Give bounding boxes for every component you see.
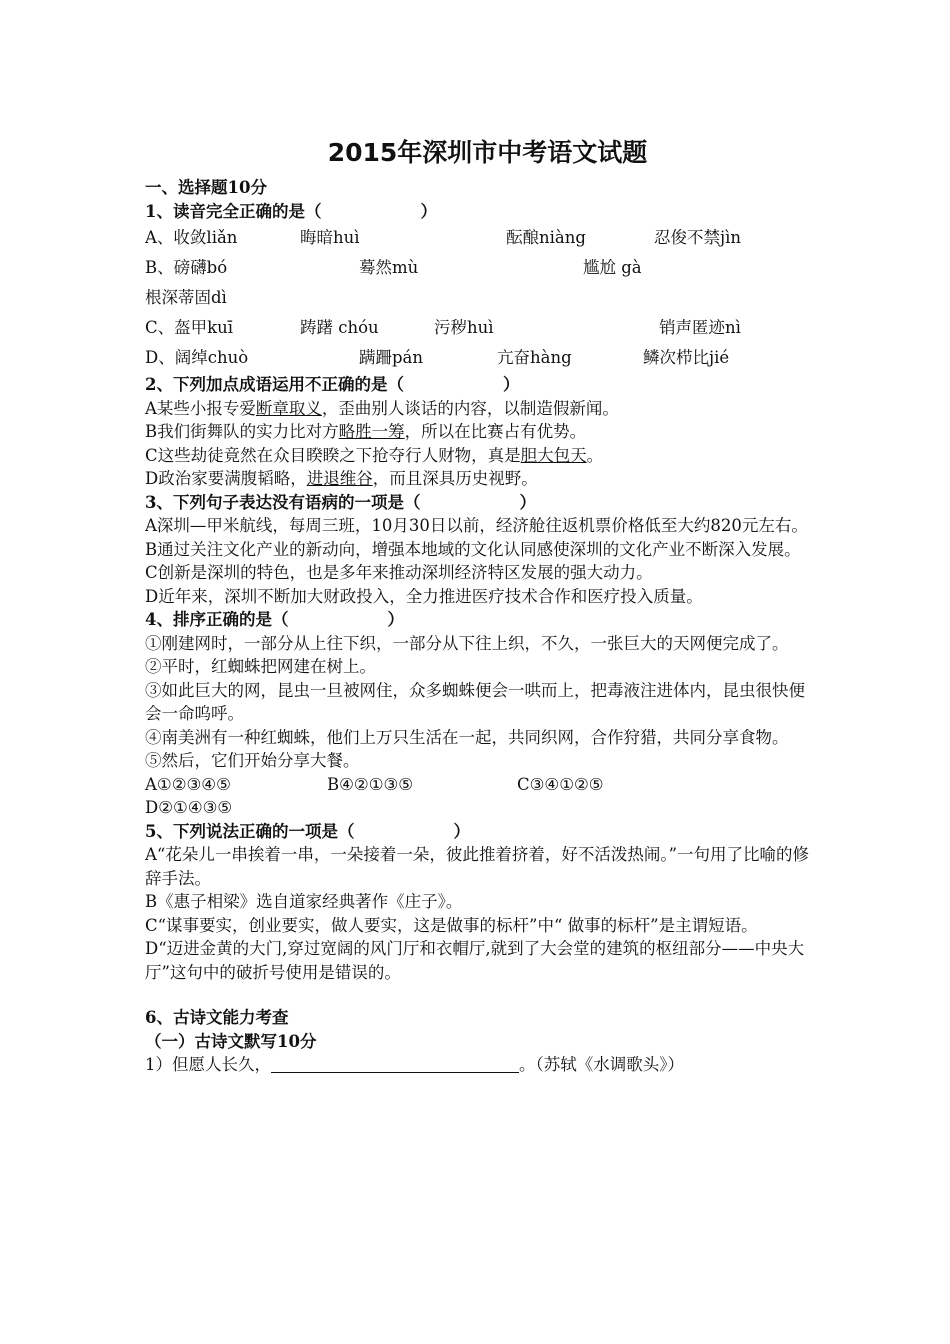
q1-option-row-a [145, 223, 810, 253]
q4-option-b: B④②①③⑤ [327, 774, 414, 794]
q1-option-row-b-cont [145, 283, 810, 313]
q1-b-word-4: 根深蒂固dì [145, 288, 227, 307]
q3-option-c: C创新是深圳的特色，也是多年来推动深圳经济特区发展的强大动力。 [145, 563, 653, 582]
q5-option-d: D“迈进金黄的大门,穿过宽阔的风门厅和衣帽厅,就到了大会堂的建筑的枢纽部分——中央大厅”这句中的破折号使用是错误的。 [145, 939, 805, 982]
q4-option-c: C③④①②⑤ [517, 774, 604, 794]
document-page [145, 132, 810, 1077]
q1-b-word-3: 尴尬 gà [583, 258, 642, 277]
q4-sentence-3: ③如此巨大的网，昆虫一旦被网住，众多蜘蛛便会一哄而上，把毒液注进体内，昆虫很快便会一命呜呼。 [145, 680, 805, 723]
question-4-stem: 4、排序正确的是（ ） [145, 610, 404, 629]
q1-d-word-1: D、阔绰chuò [145, 348, 249, 367]
q3-option-a: A深圳—甲米航线，每周三班，10月30日以前，经济舱往返机票价格低至大约820元左右。 [145, 516, 808, 535]
q5-option-b: B《惠子相梁》选自道家经典著作《庄子》。 [145, 892, 463, 911]
q4-options-row [145, 773, 810, 797]
page-title: 2015年深圳市中考语文试题 [327, 138, 648, 167]
q4-sentence-2: ②平时，红蜘蛛把网建在树上。 [145, 657, 376, 676]
q1-a-word-4: 忍俊不禁jìn [654, 228, 742, 247]
q4-sentence-4: ④南美洲有一种红蜘蛛，他们上万只生活在一起，共同织网，合作狩猎，共同分享食物。 [145, 727, 789, 747]
q2-option-b: B我们街舞队的实力比对方略胜一筹，所以在比赛占有优势。 [145, 422, 587, 441]
q4-sentence-1: ①刚建网时，一部分从上往下织，一部分从下往上织，不久，一张巨大的天网便完成了。 [145, 633, 789, 653]
q3-option-b: B通过关注文化产业的新动向，增强本地域的文化认同感使深圳的文化产业不断深入发展。 [145, 539, 801, 559]
q5-option-a: A“花朵儿一串挨着一串，一朵接着一朵，彼此推着挤着，好不活泼热闹。”一句用了比喻的修辞手法。 [145, 845, 810, 888]
q1-b-word-1: B、磅礴bó [145, 258, 228, 277]
q2-option-d: D政治家要满腹韬略，进退维谷，而且深具历史视野。 [145, 469, 538, 488]
q4-option-d: D②①④③⑤ [145, 798, 233, 817]
section-heading: 一、选择题10分 [145, 178, 267, 197]
q1-option-row-c [145, 313, 810, 343]
q1-c-word-2: 踌躇 chóu [300, 318, 379, 337]
question-6-subheading: （一）古诗文默写10分 [145, 1031, 317, 1051]
question-2-stem: 2、下列加点成语运用不正确的是（ ） [145, 375, 520, 394]
q1-a-word-3: 酝酿niàng [506, 228, 586, 247]
q1-d-word-3: 亢奋hàng [497, 348, 572, 367]
q1-c-word-3: 污秽huì [434, 318, 494, 337]
q1-a-word-1: A、收敛liǎn [145, 228, 238, 247]
q1-a-word-2: 晦暗huì [300, 228, 360, 247]
question-1-stem: 1、读音完全正确的是（ ） [145, 201, 437, 221]
question-6-heading: 6、古诗文能力考查 [145, 1008, 289, 1027]
q3-option-d: D近年来，深圳不断加大财政投入，全力推进医疗技术合作和医疗投入质量。 [145, 586, 703, 606]
q2-option-c: C这些劫徒竟然在众目睽睽之下抢夺行人财物，真是胆大包天。 [145, 445, 604, 465]
q6-item-1: 1）但愿人长久， 。（苏轼《水调歌头》） [145, 1055, 684, 1074]
q2-b-idiom: 略胜一筹 [338, 422, 405, 441]
q4-sentence-5: ⑤然后，它们开始分享大餐。 [145, 751, 360, 770]
q1-d-word-4: 鳞次栉比jié [643, 348, 730, 367]
q1-b-word-2: 蓦然mù [359, 258, 419, 277]
q2-a-idiom: 断章取义 [255, 398, 322, 418]
q2-option-a: A某些小报专爱断章取义，歪曲别人谈话的内容，以制造假新闻。 [145, 398, 619, 418]
q5-option-c: C“谋事要实，创业要实，做人要实，这是做事的标杆”中“ 做事的标杆”是主谓短语。 [145, 915, 758, 935]
q4-option-a: A①②③④⑤ [145, 774, 231, 794]
question-3-stem: 3、下列句子表达没有语病的一项是（ ） [145, 492, 536, 512]
q1-c-word-4: 销声匿迹nì [659, 318, 741, 337]
q1-option-row-d [145, 343, 810, 373]
q2-c-idiom: 胆大包天 [520, 445, 587, 465]
q1-d-word-2: 蹒跚pán [359, 348, 424, 367]
q1-option-row-b [145, 253, 810, 283]
question-5-stem: 5、下列说法正确的一项是（ ） [145, 821, 470, 841]
q2-d-idiom: 进退维谷 [306, 469, 373, 488]
q1-c-word-1: C、盔甲kuī [145, 318, 234, 337]
answer-blank[interactable] [271, 1054, 519, 1073]
